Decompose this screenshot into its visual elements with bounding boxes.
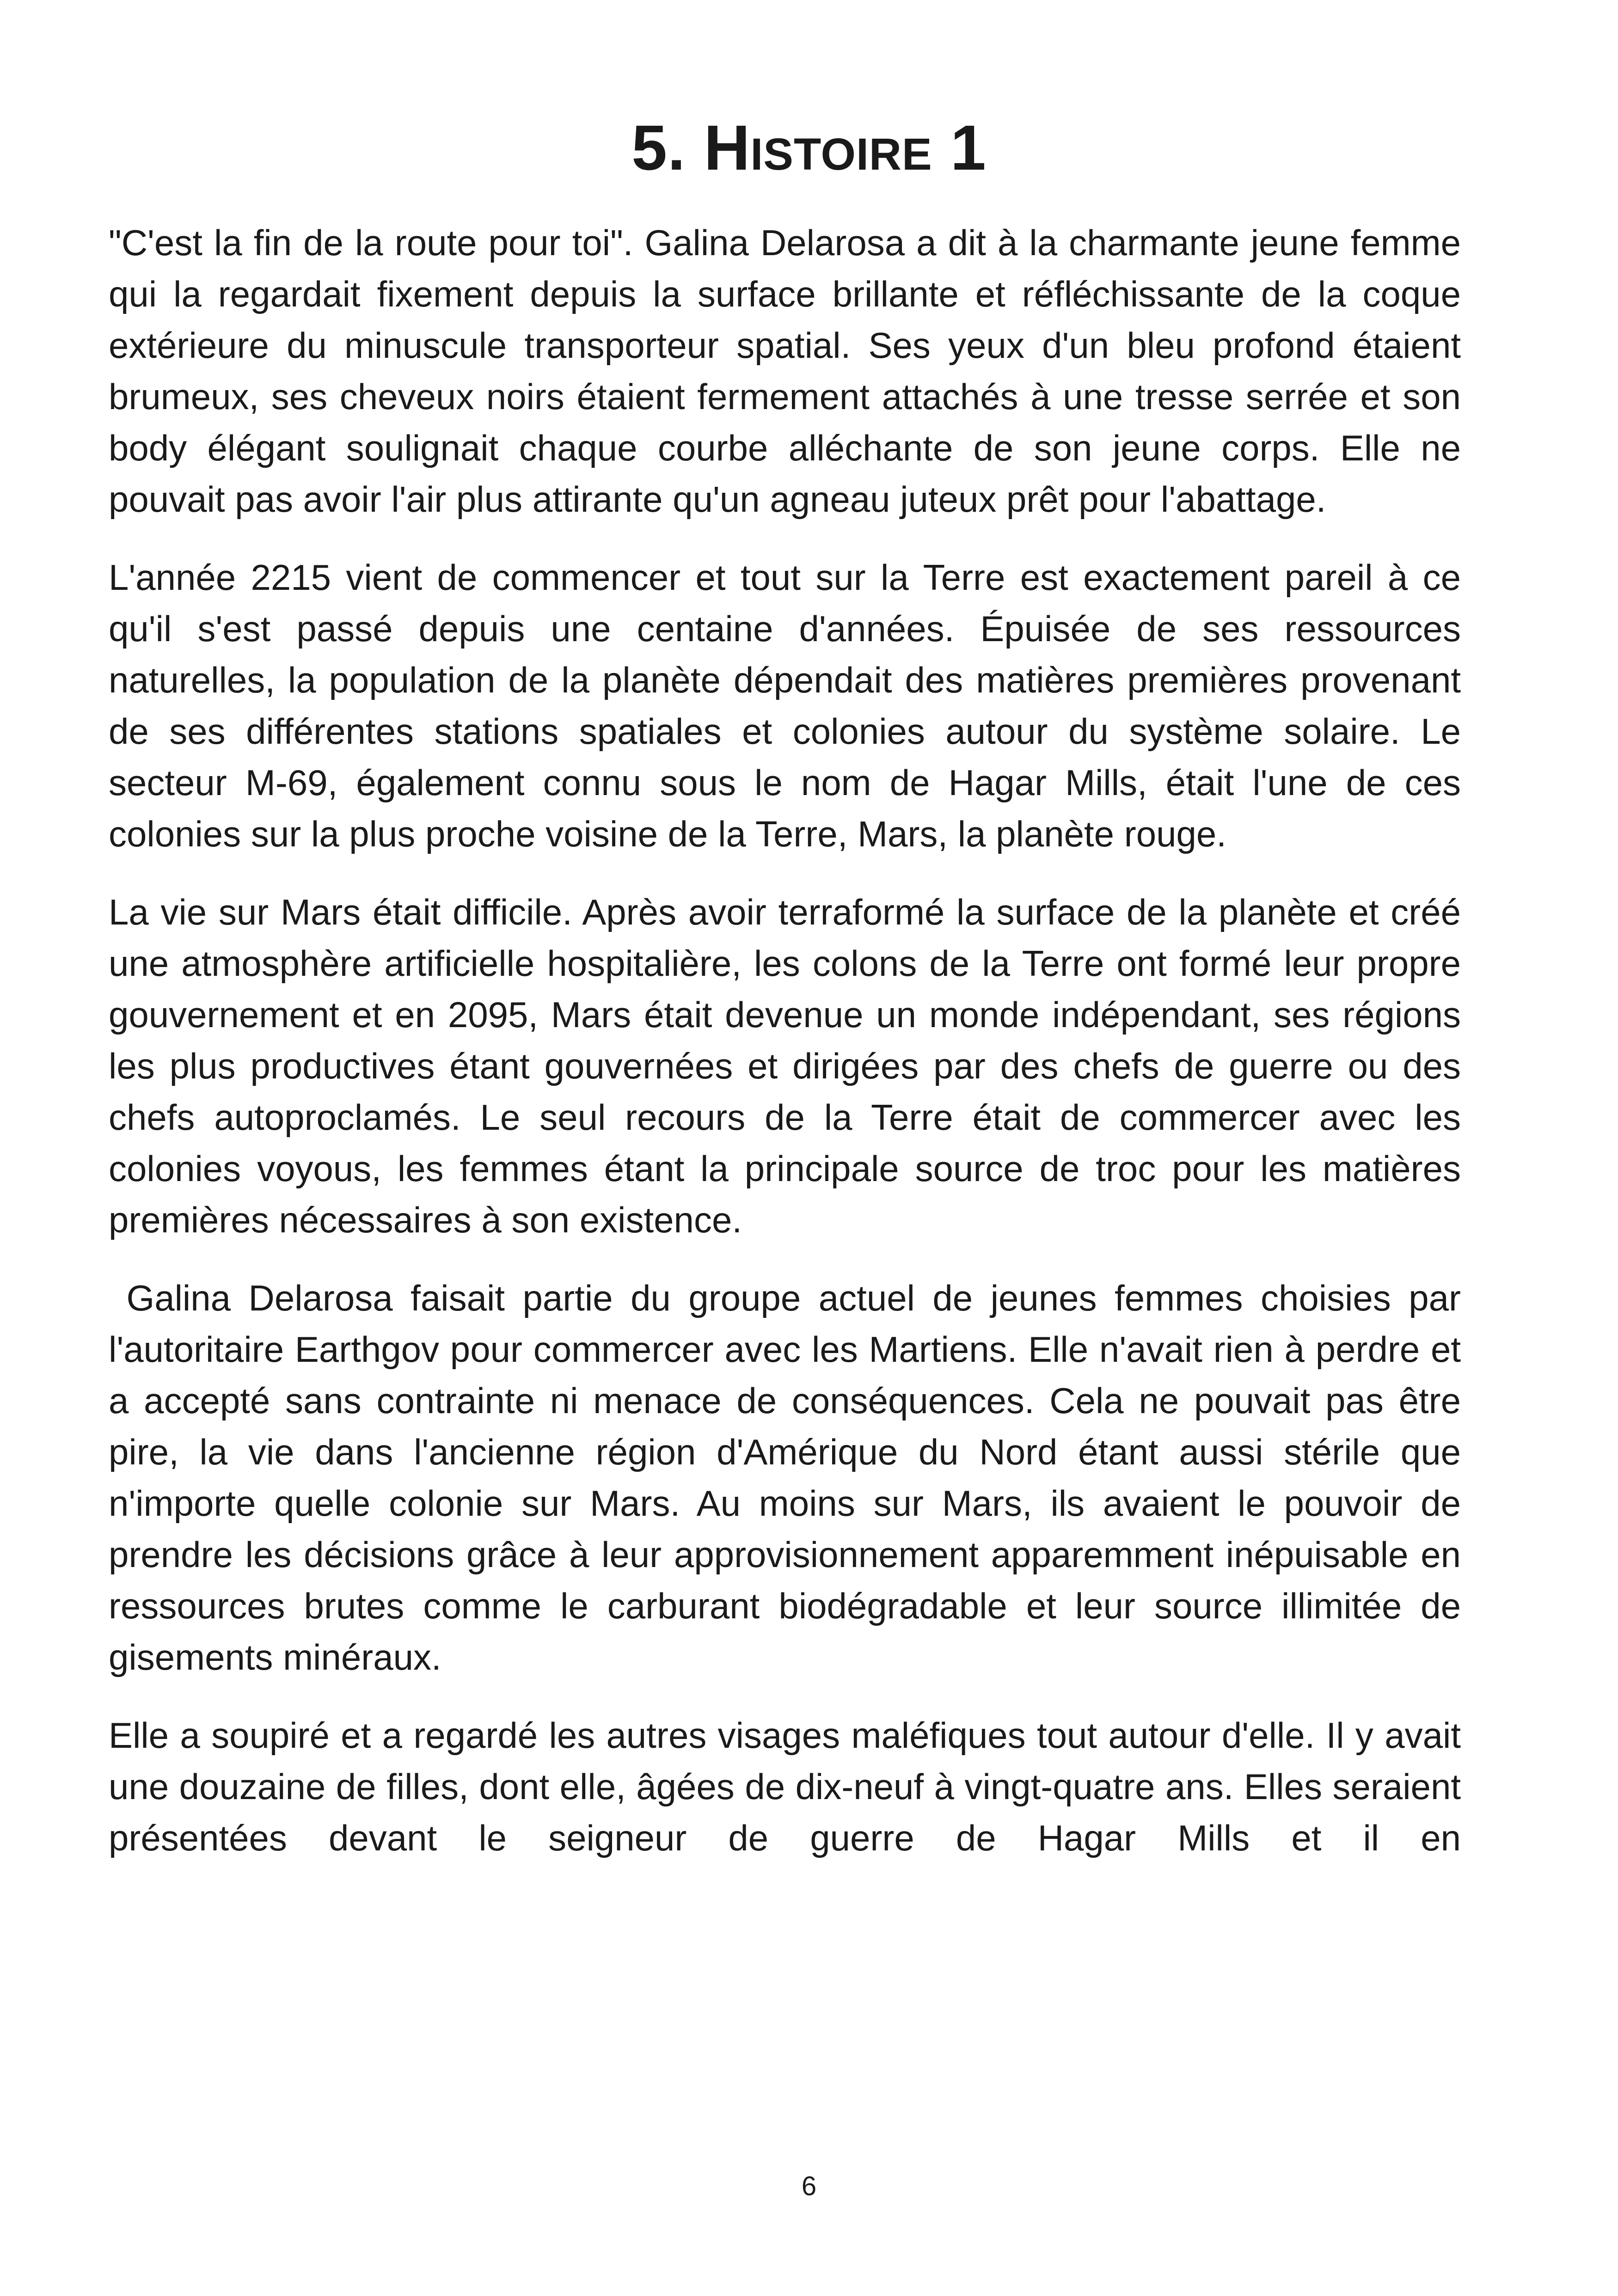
chapter-number: 5. [631,112,686,184]
chapter-title-initial: H [704,112,751,184]
body-text [109,217,1471,1864]
paragraph-1: "C'est la fin de la route pour toi". Galina Delarosa a dit à la charmante jeune femme qui la regardait fixement depuis la surface brillante et réfléchissante de la coque extérieure du minuscule transporteur spatial. Ses yeux d'un bleu profond étaient brumeux, ses cheveux noirs étaient fermement attachés à une tresse serrée et son body élégant soulignait chaque courbe alléchante de son jeune corps. Elle ne pouvait pas avoir l'air plus attirante qu'un agneau juteux prêt pour l'abattage. [109,222,1461,520]
chapter-title-suffix: 1 [950,112,987,184]
chapter-title [0,111,1618,185]
paragraph-3: La vie sur Mars était difficile. Après avoir terraformé la surface de la planète et créé une atmosphère artificielle hospitalière, les colons de la Terre ont formé leur propre gouvernement et en 2095, Mars était devenue un monde indépendant, ses régions les plus productives étant gouvernées et dirigées par des chefs de guerre ou des chefs autoproclamés. Le seul recours de la Terre était de commercer avec les colonies voyous, les femmes étant la principale source de troc pour les matières premières nécessaires à son existence. [109,892,1461,1240]
page-number: 6 [801,2171,817,2201]
chapter-title-word [704,112,932,184]
chapter-title-rest: istoire [750,112,932,184]
paragraph-5: Elle a soupiré et a regardé les autres visages maléfiques tout autour d'elle. Il y avait une douzaine de filles, dont elle, âgées de dix-neuf à vingt-quatre ans. Elles seraient présentées devant le seigneur de guerre de Hagar Mills et il en [109,1715,1461,1858]
paragraph-2: L'année 2215 vient de commencer et tout sur la Terre est exactement pareil à ce qu'il s'est passé depuis une centaine d'années. Épuisée de ses ressources naturelles, la population de la planète dépendait des matières premières provenant de ses différentes stations spatiales et colonies autour du système solaire. Le secteur M-69, également connu sous le nom de Hagar Mills, était l'une de ces colonies sur la plus proche voisine de la Terre, Mars, la planète rouge. [109,557,1461,854]
paragraph-4: Galina Delarosa faisait partie du groupe actuel de jeunes femmes choisies par l'autoritaire Earthgov pour commercer avec les Martiens. Elle n'avait rien à perdre et a accepté sans contrainte ni menace de conséquences. Cela ne pouvait pas être pire, la vie dans l'ancienne région d'Amérique du Nord étant aussi stérile que n'importe quelle colonie sur Mars. Au moins sur Mars, ils avaient le pouvoir de prendre les décisions grâce à leur approvisionnement apparemment inépuisable en ressources brutes comme le carburant biodégradable et leur source illimitée de gisements minéraux. [109,1278,1471,1678]
